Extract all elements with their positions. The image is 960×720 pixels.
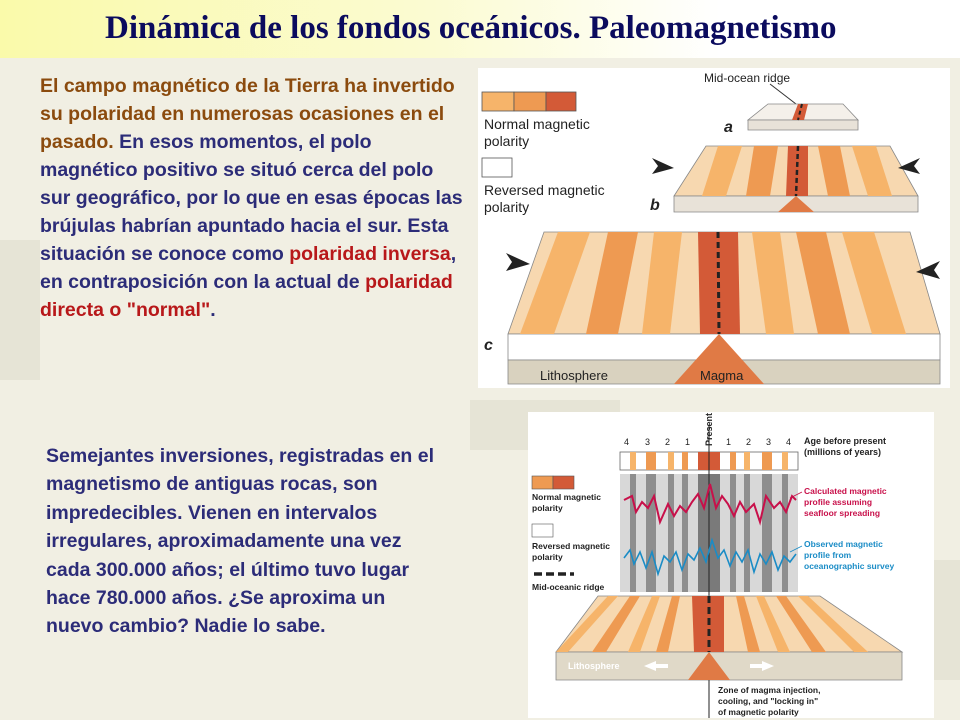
zone-label-3: of magnetic polarity (718, 707, 799, 717)
zone-label-1: Zone of magma injection, (718, 685, 821, 695)
observed-label-2: profile from (804, 550, 852, 560)
age-tick: 3 (766, 437, 772, 447)
age-tick: 1 (685, 437, 691, 447)
paragraph1-part1: El campo magnético de la Tierra ha invertido su polaridad en numerosas ocasiones en el pasado. (40, 75, 455, 153)
age-label-1: Age before present (804, 436, 887, 446)
highlight-polaridad-inversa: polaridad inversa (289, 243, 451, 265)
normal-label-2: polarity (532, 503, 563, 513)
present-label: Present (704, 412, 714, 446)
reversed-label-2: polarity (484, 199, 530, 215)
seafloor-spreading-figure (478, 68, 950, 388)
magma-label: Magma (700, 368, 744, 383)
lithosphere-label: Lithosphere (540, 368, 608, 383)
age-tick: 1 (726, 437, 732, 447)
paragraph-paleomagnetism (40, 72, 465, 324)
stage-c-label: c (484, 337, 493, 354)
normal-polarity-swatch (532, 476, 574, 489)
age-tick: 4 (624, 437, 630, 447)
lithosphere-label: Lithosphere (568, 661, 620, 671)
paragraph1-part2: En esos momentos, el polo magnético positivo se situó cerca del polo sur geográfico, por lo que en esas épocas las brújulas habrían apuntado hacia el sur. Esta situación se conoce como (40, 131, 463, 265)
paragraph-inversiones: Semejantes inversiones, registradas en el magnetismo de antiguas rocas, son impredecibles. Vienen en intervalos irregulares, aproximadamente una vez cada 300.000 años; el último tuvo lugar hace 780.000 años. ¿Se aproxima un nuevo cambio? Nadie lo sabe. (46, 445, 435, 638)
block-c (484, 232, 940, 384)
normal-label-2: polarity (484, 133, 530, 149)
reversed-label-1: Reversed magnetic (484, 182, 605, 198)
paragraph1-part4: . (210, 299, 216, 321)
stage-b-label: b (650, 197, 660, 214)
normal-label-1: Normal magnetic (532, 492, 601, 502)
age-label-2: (millions of years) (804, 447, 882, 457)
mid-ocean-ridge-label: Mid-ocean ridge (704, 71, 791, 85)
normal-polarity-swatch (482, 92, 576, 111)
age-tick: 4 (786, 437, 792, 447)
age-tick: 2 (746, 437, 752, 447)
calculated-label-2: profile assuming (804, 497, 873, 507)
stage-a-label: a (724, 119, 733, 136)
observed-label-1: Observed magnetic (804, 539, 883, 549)
age-tick: 3 (645, 437, 651, 447)
age-tick: 2 (665, 437, 671, 447)
paragraph1-part3: , en contraposición con la actual de (40, 243, 457, 293)
normal-label-1: Normal magnetic (484, 116, 590, 132)
reversed-polarity-swatch (482, 158, 512, 177)
reversed-polarity-swatch (532, 524, 553, 537)
calculated-label-1: Calculated magnetic (804, 486, 887, 496)
highlight-polaridad-directa: polaridad directa o "normal" (40, 271, 453, 321)
slide-title: Dinámica de los fondos oceánicos. Paleomagnetismo (105, 10, 837, 46)
ridge-legend-label: Mid-oceanic ridge (532, 582, 605, 592)
calculated-label-3: seafloor spreading (804, 508, 881, 518)
observed-label-3: oceanographic survey (804, 561, 895, 571)
reversed-label-2: polarity (532, 552, 563, 562)
magnetic-profile-figure (528, 412, 934, 718)
zone-label-2: cooling, and "locking in" (718, 696, 819, 706)
background-block-2 (0, 240, 40, 380)
reversed-label-1: Reversed magnetic (532, 541, 610, 551)
